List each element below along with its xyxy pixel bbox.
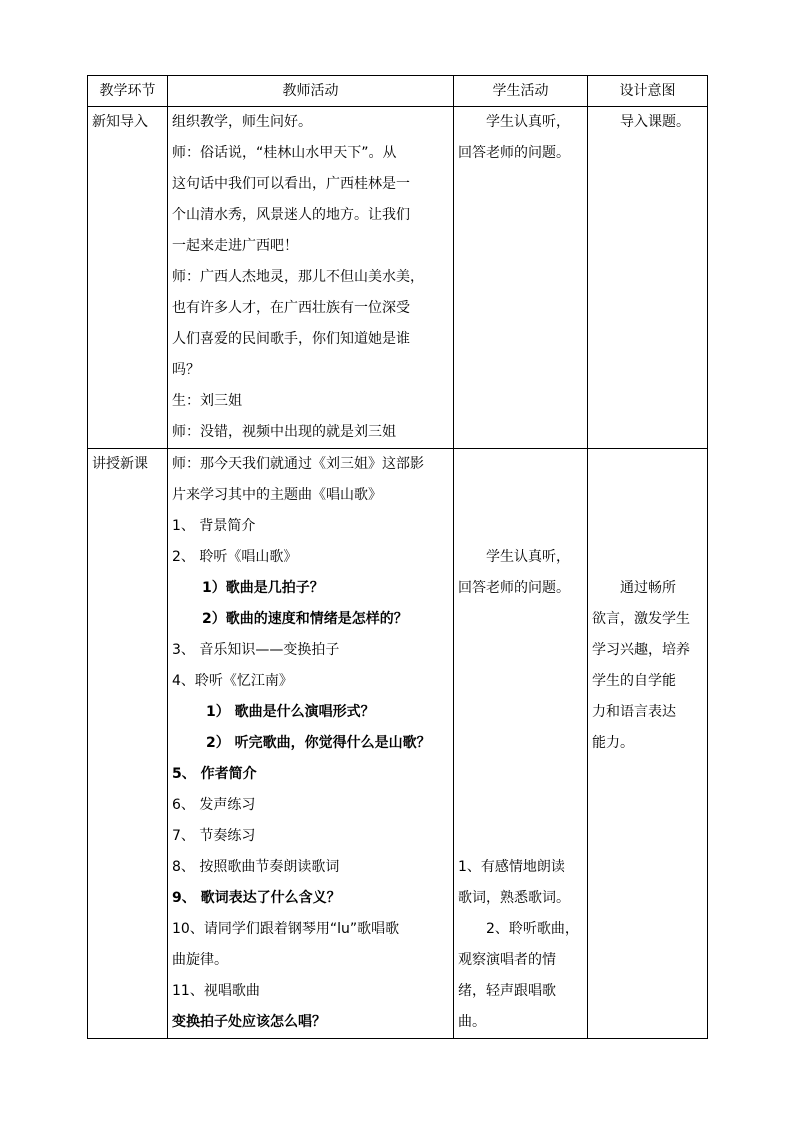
- teacher-line: 2）歌曲的速度和情绪是怎样的？: [202, 611, 408, 627]
- teacher-line: 人们喜爱的民间歌手，你们知道她是谁: [172, 331, 410, 347]
- teacher-line: 8、 按照歌曲节奏朗读歌词: [172, 859, 340, 875]
- teacher-line: 变换拍子处应该怎么唱？: [172, 1014, 326, 1030]
- table-row-teaching: [88, 449, 708, 1039]
- teacher-line: 吗？: [172, 362, 200, 378]
- teacher-line: 6、 发声练习: [172, 797, 256, 813]
- table-row-intro: [88, 107, 708, 449]
- teacher-activity-intro: [168, 107, 454, 449]
- teacher-line: 师：那今天我们就通过《刘三姐》这部影: [172, 456, 424, 472]
- header-stage: 教学环节: [88, 76, 168, 107]
- stage-cell-intro: 新知导入: [88, 107, 168, 449]
- purpose-line: 力和语言表达: [592, 704, 676, 720]
- teacher-activity-teaching: [168, 449, 454, 1039]
- student-line: 回答老师的问题。: [458, 580, 570, 596]
- teacher-line: 曲旋律。: [172, 952, 228, 968]
- teacher-line: 这句话中我们可以看出，广西桂林是一: [172, 176, 410, 192]
- student-line: 1、有感情地朗读: [458, 859, 565, 875]
- table-header-row: [88, 76, 708, 107]
- teacher-line: 师：俗话说，“桂林山水甲天下”。从: [172, 145, 397, 161]
- purpose-line: 能力。: [592, 735, 634, 751]
- student-line: 回答老师的问题。: [458, 145, 570, 161]
- design-purpose-teaching: [588, 449, 708, 1039]
- student-activity-intro: [454, 107, 588, 449]
- purpose-line: 欲言，激发学生: [592, 611, 690, 627]
- purpose-line: 学生的自学能: [592, 673, 676, 689]
- teacher-line: 也有许多人才，在广西壮族有一位深受: [172, 300, 410, 316]
- teacher-line: 7、 节奏练习: [172, 828, 256, 844]
- teacher-line: 师：广西人杰地灵，那儿不但山美水美，: [172, 269, 424, 285]
- teacher-line: 2） 听完歌曲，你觉得什么是山歌？: [206, 735, 431, 751]
- teacher-line: 一起来走进广西吧！: [172, 238, 298, 254]
- teacher-line: 10、请同学们跟着钢琴用“lu”歌唱歌: [172, 921, 400, 937]
- purpose-line: 通过畅所: [620, 580, 676, 596]
- teacher-line: 师：没错，视频中出现的就是刘三姐: [172, 424, 396, 440]
- spacer: [458, 604, 583, 852]
- teacher-line: 3、 音乐知识——变换拍子: [172, 642, 340, 658]
- student-line: 绪，轻声跟唱歌: [458, 983, 556, 999]
- teacher-line: 5、 作者简介: [172, 766, 257, 782]
- header-teacher-activity: 教师活动: [168, 76, 454, 107]
- header-design-purpose: 设计意图: [588, 76, 708, 107]
- header-student-activity: 学生活动: [454, 76, 588, 107]
- spacer: [458, 449, 583, 542]
- student-line: 歌词，熟悉歌词。: [458, 890, 570, 906]
- student-activity-teaching: [454, 449, 588, 1039]
- lesson-plan-table: [87, 75, 708, 1039]
- teacher-line: 1、 背景简介: [172, 518, 256, 534]
- student-line: 学生认真听，: [486, 114, 570, 130]
- stage-cell-teaching: 讲授新课: [88, 449, 168, 1039]
- teacher-line: 1） 歌曲是什么演唱形式？: [206, 704, 375, 720]
- spacer: [592, 449, 703, 573]
- student-line: 观察演唱者的情: [458, 952, 556, 968]
- teacher-line: 片来学习其中的主题曲《唱山歌》: [172, 487, 382, 503]
- teacher-line: 11、视唱歌曲: [172, 983, 260, 999]
- design-purpose-intro: [588, 107, 708, 449]
- teacher-line: 生：刘三姐: [172, 393, 242, 409]
- purpose-line: 导入课题。: [620, 114, 690, 130]
- teacher-line: 4、聆听《忆江南》: [172, 673, 293, 689]
- teacher-line: 9、 歌词表达了什么含义？: [172, 890, 341, 906]
- teacher-line: 2、 聆听《唱山歌》: [172, 549, 298, 565]
- student-line: 曲。: [458, 1014, 486, 1030]
- student-line: 2、聆听歌曲，: [486, 921, 579, 937]
- teacher-line: 组织教学，师生问好。: [172, 114, 312, 130]
- purpose-line: 学习兴趣，培养: [592, 642, 690, 658]
- teacher-line: 1）歌曲是几拍子？: [202, 580, 324, 596]
- student-line: 学生认真听，: [486, 549, 570, 565]
- teacher-line: 个山清水秀，风景迷人的地方。让我们: [172, 207, 410, 223]
